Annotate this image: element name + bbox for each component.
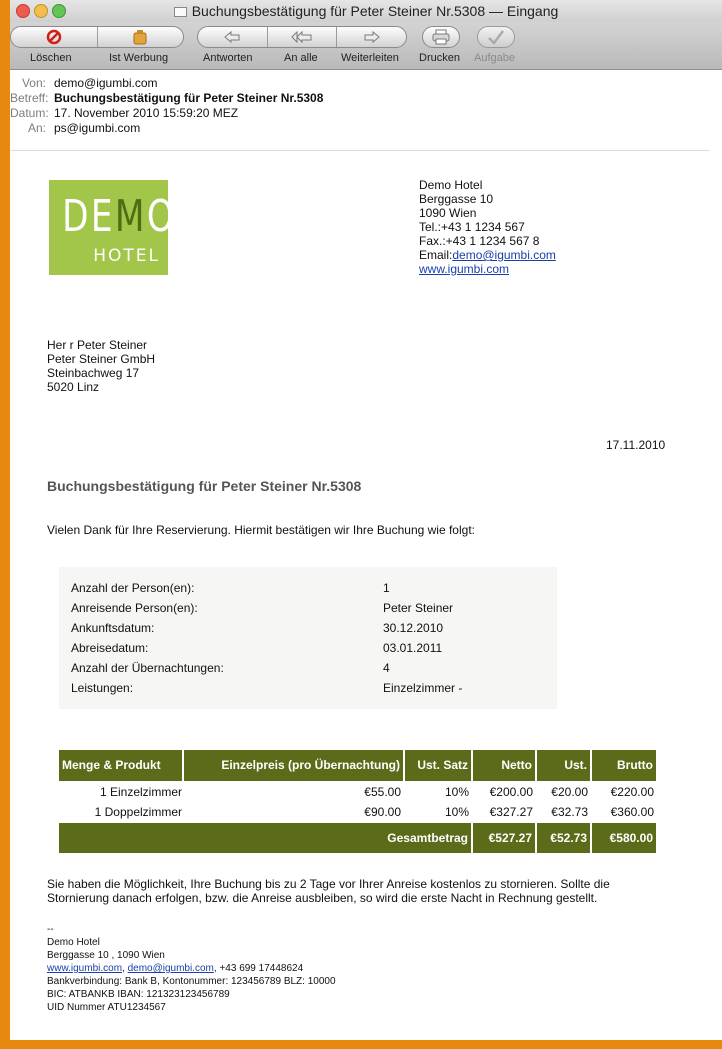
header-subject-key: Betreff: <box>10 91 49 105</box>
invoice-header-brutto: Brutto <box>592 750 656 781</box>
recipient-name: Her r Peter Steiner <box>47 338 148 352</box>
letter-date: 17.11.2010 <box>606 438 666 452</box>
detail-key: Ankunftsdatum: <box>71 621 155 635</box>
envelope-icon <box>174 7 187 17</box>
recipient-street: Steinbachweg 17 <box>47 366 140 380</box>
sender-address <box>419 178 556 276</box>
invoice-cell: €20.00 <box>551 785 588 799</box>
booking-details <box>59 567 557 709</box>
header-divider <box>10 150 710 151</box>
recipient-city: 5020 Linz <box>47 380 100 394</box>
reply-arrow-icon <box>223 30 241 44</box>
header-to-row <box>10 121 722 136</box>
detail-row <box>71 581 551 595</box>
signature-bic: BIC: ATBANKB IBAN: 121323123456789 <box>47 989 230 1000</box>
mail-header <box>10 76 722 136</box>
invoice-cell: €32.73 <box>551 805 588 819</box>
forward-label: Weiterleiten <box>341 52 399 64</box>
print-button[interactable] <box>422 26 460 48</box>
junk-bag-icon <box>131 29 149 45</box>
spam-label: Ist Werbung <box>109 52 169 64</box>
detail-value: Peter Steiner <box>383 601 454 615</box>
invoice-header-netto: Netto <box>473 750 535 781</box>
signature-name: Demo Hotel <box>47 937 100 948</box>
sender-street: Berggasse 10 <box>419 192 494 206</box>
signature-sep: , <box>122 963 128 974</box>
spam-button[interactable] <box>98 27 184 47</box>
cancellation-notice <box>47 877 667 905</box>
invoice-cell: €55.00 <box>364 785 401 799</box>
detail-key: Leistungen: <box>71 681 134 695</box>
detail-row <box>71 641 551 655</box>
invoice-cell: 1 Doppelzimmer <box>94 805 182 819</box>
invoice-cell: 10% <box>444 805 469 819</box>
signature-contact <box>47 962 336 975</box>
signature-bank: Bankverbindung: Bank B, Kontonummer: 123456789 BLZ: 10000 <box>47 976 336 987</box>
logo-letter: E <box>90 191 115 242</box>
reply-all-arrow-icon <box>291 30 313 44</box>
toolbar <box>10 22 722 70</box>
invoice-cell: €90.00 <box>364 805 401 819</box>
invoice-total-label: Gesamtbetrag <box>59 823 471 853</box>
detail-key: Anzahl der Übernachtungen: <box>71 661 224 675</box>
header-date-row <box>10 106 722 121</box>
task-button[interactable] <box>477 26 515 48</box>
window-title <box>10 3 722 19</box>
sender-name: Demo Hotel <box>419 178 483 192</box>
sender-web-line <box>419 262 556 276</box>
signature-uid: UID Nummer ATU1234567 <box>47 1002 166 1013</box>
notice-line-2: Stornierung danach erfolgen, bzw. die Anreise ausbleiben, so wird die erste Nacht in Rechnung gestellt. <box>47 891 598 905</box>
signature-dashes: -- <box>47 924 54 935</box>
print-label: Drucken <box>419 52 460 64</box>
header-from-key: Von: <box>21 76 46 90</box>
forward-button[interactable] <box>337 27 406 47</box>
invoice-cell: €360.00 <box>610 805 654 819</box>
checkmark-icon <box>487 29 505 45</box>
printer-icon <box>431 29 451 45</box>
header-to-value[interactable]: ps@igumbi.com <box>54 121 141 135</box>
recipient-company: Peter Steiner GmbH <box>47 352 156 366</box>
letter-subject: Buchungsbestätigung für Peter Steiner Nr.5308 <box>47 478 362 494</box>
recipient-address <box>47 338 155 394</box>
detail-key: Anreisende Person(en): <box>71 601 198 615</box>
header-subject-row <box>10 91 722 106</box>
sender-email-label: Email: <box>419 248 453 262</box>
detail-value: Einzelzimmer - <box>383 681 463 695</box>
detail-value: 30.12.2010 <box>383 621 444 635</box>
logo-line1 <box>62 191 176 242</box>
delete-spam-group <box>10 26 184 48</box>
header-to-key: An: <box>27 121 46 135</box>
detail-row <box>71 601 551 615</box>
signature-address: Berggasse 10 , 1090 Wien <box>47 950 165 961</box>
signature-web-link[interactable]: www.igumbi.com <box>47 963 123 974</box>
letter-intro: Vielen Dank für Ihre Reservierung. Hiermit bestätigen wir Ihre Buchung wie folgt: <box>47 523 475 537</box>
email-signature <box>47 923 336 1014</box>
reply-all-button[interactable] <box>268 27 338 47</box>
logo-letter: D <box>62 191 91 242</box>
invoice-header-vatrate: Ust. Satz <box>405 750 471 781</box>
invoice-cell: 10% <box>444 785 469 799</box>
detail-key: Anzahl der Person(en): <box>71 581 195 595</box>
signature-phone: , +43 699 17448624 <box>213 963 304 974</box>
sender-tel: Tel.:+43 1 1234 567 <box>419 220 525 234</box>
detail-row <box>71 681 551 695</box>
detail-row <box>71 621 551 635</box>
invoice-cell: 1 Einzelzimmer <box>99 785 182 799</box>
header-date-value: 17. November 2010 15:59:20 MEZ <box>54 106 239 120</box>
invoice-header-vat: Ust. <box>537 750 590 781</box>
detail-value: 03.01.2011 <box>383 641 443 655</box>
invoice-header-unitprice: Einzelpreis (pro Übernachtung) <box>184 750 403 781</box>
notice-line-1: Sie haben die Möglichkeit, Ihre Buchung bis zu 2 Tage vor Ihrer Anreise kostenlos zu stornieren. Sollte die <box>47 877 610 891</box>
reply-all-label: An alle <box>284 52 318 64</box>
signature-email-link[interactable]: demo@igumbi.com <box>127 963 214 974</box>
delete-button[interactable] <box>11 27 98 47</box>
invoice-total-brutto: €580.00 <box>592 823 656 853</box>
forward-arrow-icon <box>363 30 381 44</box>
detail-key: Abreisedatum: <box>71 641 149 655</box>
detail-row <box>71 661 551 675</box>
mail-window <box>10 0 722 1040</box>
delete-icon <box>46 29 62 45</box>
sender-city: 1090 Wien <box>419 206 477 220</box>
logo-hotel-text: HOTEL <box>93 246 160 266</box>
logo-letter: M <box>114 191 147 242</box>
header-date-key: Datum: <box>10 106 49 120</box>
invoice-cell: €200.00 <box>489 785 533 799</box>
logo-letter: O <box>146 191 177 242</box>
detail-value: 1 <box>383 581 390 595</box>
sender-email-link[interactable]: demo@igumbi.com <box>452 248 556 262</box>
sender-email-line <box>419 248 556 262</box>
header-from-value[interactable]: demo@igumbi.com <box>54 76 158 90</box>
invoice-header-product: Menge & Produkt <box>59 750 182 781</box>
invoice-cell: €327.27 <box>489 805 533 819</box>
hotel-logo <box>49 180 177 275</box>
header-subject-value: Buchungsbestätigung für Peter Steiner Nr.5308 <box>54 91 324 105</box>
sender-web-link[interactable]: www.igumbi.com <box>419 262 510 276</box>
detail-value: 4 <box>383 661 390 675</box>
sender-fax: Fax.:+43 1 1234 567 8 <box>419 234 540 248</box>
reply-label: Antworten <box>203 52 253 64</box>
header-from-row <box>10 76 722 91</box>
delete-label: Löschen <box>30 52 72 64</box>
task-label: Aufgabe <box>474 52 515 64</box>
reply-button[interactable] <box>198 27 268 47</box>
reply-group <box>197 26 407 48</box>
invoice-cell: €220.00 <box>610 785 654 799</box>
window-title-text: Buchungsbestätigung für Peter Steiner Nr.5308 — Eingang <box>191 3 559 19</box>
logo-demo-text <box>62 191 177 242</box>
title-bar <box>10 0 722 22</box>
invoice-total-netto: €527.27 <box>473 823 535 853</box>
invoice-total-vat: €52.73 <box>537 823 590 853</box>
